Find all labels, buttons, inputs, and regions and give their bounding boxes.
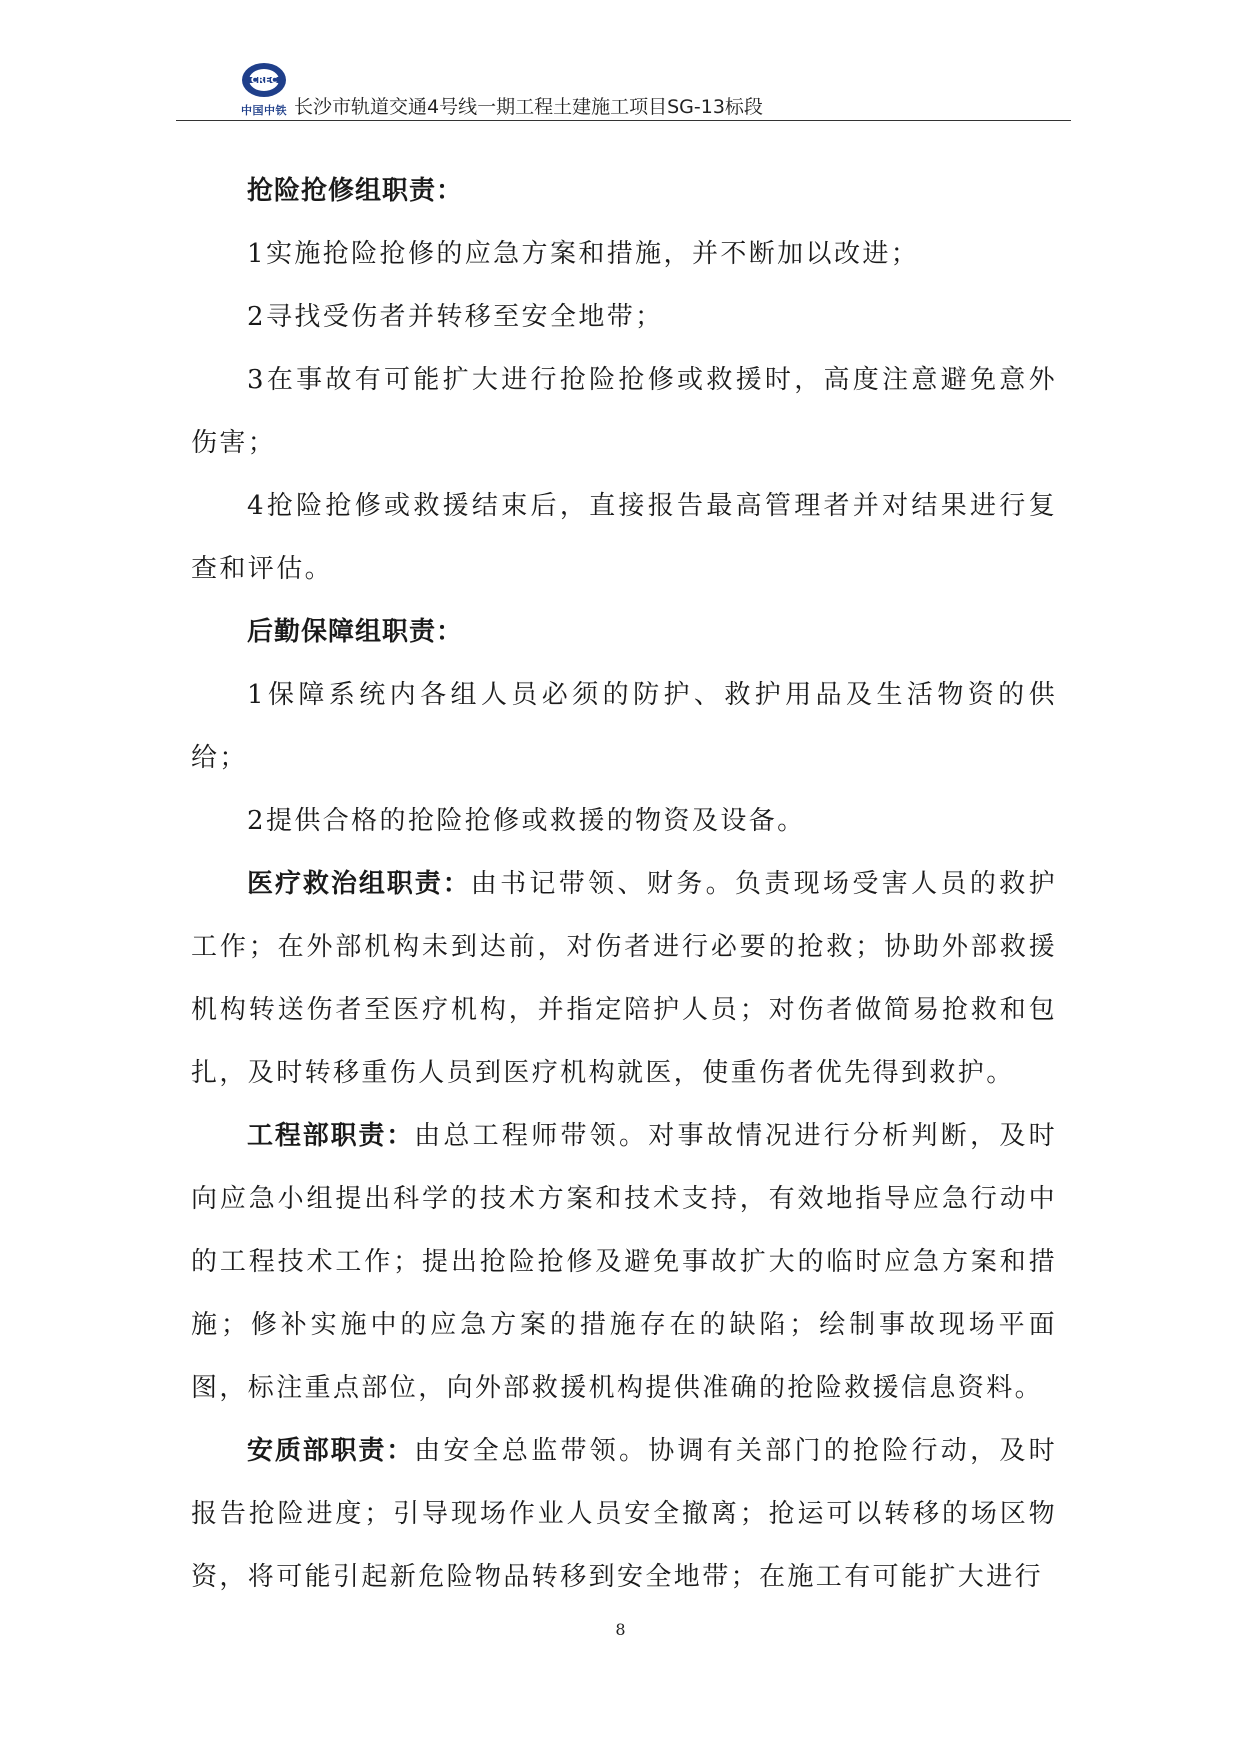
logistics-item-1: 1保障系统内各组人员必须的防护、救护用品及生活物资的供给； — [191, 680, 1057, 773]
section-heading-engineering: 工程部职责： — [247, 1121, 415, 1151]
company-logo — [224, 62, 304, 118]
medical-paragraph — [191, 853, 1057, 1105]
crec-logo-icon — [240, 62, 288, 102]
rescue-item-3: 3在事故有可能扩大进行抢险抢修或救援时，高度注意避免意外伤害； — [191, 365, 1057, 458]
medical-text: 由书记带领、财务。负责现场受害人员的救护工作；在外部机构未到达前，对伤者进行必要的抢救；协助外部救援机构转送伤者至医疗机构，并指定陪护人员；对伤者做简易抢救和包扎，及时转移重伤人员到医疗机构就医，使重伤者优先得到救护。 — [191, 869, 1057, 1088]
section-heading-medical: 医疗救治组职责： — [247, 869, 471, 899]
page-header — [176, 52, 1071, 122]
section-heading-rescue: 抢险抢修组职责： — [247, 176, 464, 206]
engineering-paragraph — [191, 1105, 1057, 1420]
header-divider — [176, 120, 1071, 121]
logo-mark-text: CREC — [250, 76, 278, 86]
rescue-item-4: 4抢险抢修或救援结束后，直接报告最高管理者并对结果进行复查和评估。 — [191, 491, 1057, 584]
document-body — [191, 160, 1057, 1609]
safety-paragraph — [191, 1420, 1057, 1609]
logo-text: 中国中铁 — [241, 104, 287, 117]
logistics-item-2: 2提供合格的抢险抢修或救援的物资及设备。 — [247, 806, 806, 836]
section-heading-safety: 安质部职责： — [247, 1436, 415, 1466]
rescue-item-2: 2寻找受伤者并转移至安全地带； — [247, 302, 664, 332]
safety-text: 由安全总监带领。协调有关部门的抢险行动，及时报告抢险进度；引导现场作业人员安全撤离；抢运可以转移的场区物资，将可能引起新危险物品转移到安全地带；在施工有可能扩大进行 — [191, 1436, 1057, 1592]
section-heading-logistics: 后勤保障组职责： — [247, 617, 464, 647]
document-header-title: 长沙市轨道交通4号线一期工程土建施工项目SG-13标段 — [294, 96, 763, 118]
rescue-item-1: 1实施抢险抢修的应急方案和措施，并不断加以改进； — [247, 239, 920, 269]
engineering-text: 由总工程师带领。对事故情况进行分析判断，及时向应急小组提出科学的技术方案和技术支持，有效地指导应急行动中的工程技术工作；提出抢险抢修及避免事故扩大的临时应急方案和措施；修补实施中的应急方案的措施存在的缺陷；绘制事故现场平面图，标注重点部位，向外部救援机构提供准确的抢险救援信息资料。 — [191, 1121, 1057, 1403]
page-number: 8 — [615, 1620, 626, 1639]
